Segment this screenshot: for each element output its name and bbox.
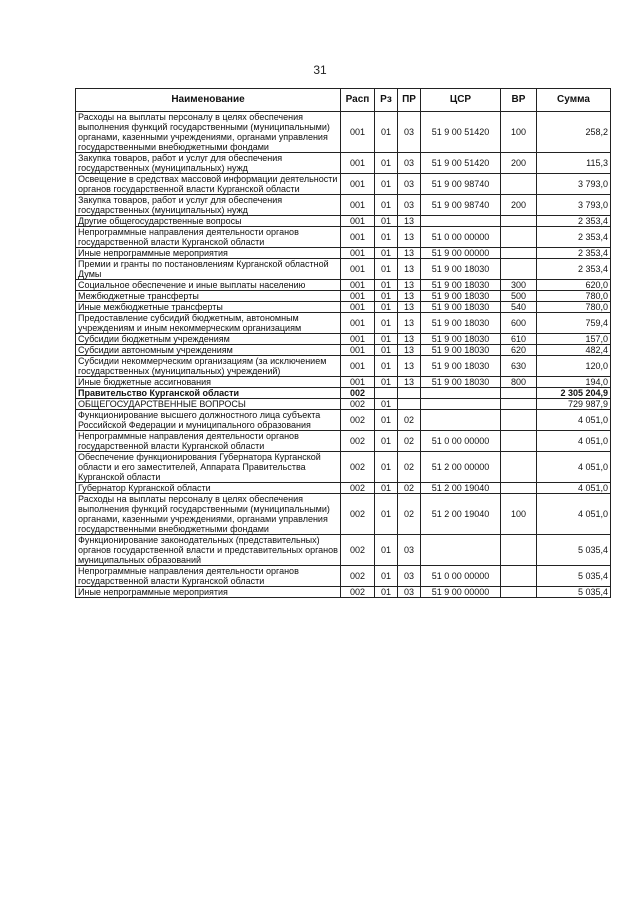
table-row <box>76 174 611 195</box>
cell-sum: 759,4 <box>537 313 611 334</box>
cell-sum: 3 793,0 <box>537 195 611 216</box>
cell-rasp: 001 <box>341 227 375 248</box>
cell-rz: 01 <box>375 216 398 227</box>
cell-rasp: 002 <box>341 535 375 566</box>
cell-csr: 51 9 00 51420 <box>421 153 501 174</box>
cell-sum: 2 353,4 <box>537 248 611 259</box>
cell-csr: 51 9 00 18030 <box>421 345 501 356</box>
header-rasp: Расп <box>341 89 375 112</box>
cell-pr: 13 <box>398 291 421 302</box>
cell-csr: 51 9 00 00000 <box>421 248 501 259</box>
cell-name: Субсидии бюджетным учреждениям <box>76 334 341 345</box>
cell-rz: 01 <box>375 399 398 410</box>
cell-sum: 2 305 204,9 <box>537 388 611 399</box>
cell-rasp: 002 <box>341 399 375 410</box>
cell-name: Премии и гранты по постановлениям Курганской областной Думы <box>76 259 341 280</box>
budget-table <box>75 88 611 598</box>
cell-pr: 13 <box>398 216 421 227</box>
table-header-row <box>76 89 611 112</box>
cell-rasp: 001 <box>341 248 375 259</box>
cell-sum: 4 051,0 <box>537 431 611 452</box>
cell-rasp: 001 <box>341 356 375 377</box>
cell-rz: 01 <box>375 302 398 313</box>
cell-pr: 03 <box>398 153 421 174</box>
cell-name: Непрограммные направления деятельности органов государственной власти Курганской области <box>76 227 341 248</box>
cell-pr: 02 <box>398 452 421 483</box>
cell-rz: 01 <box>375 153 398 174</box>
cell-sum: 5 035,4 <box>537 566 611 587</box>
header-sum: Сумма <box>537 89 611 112</box>
cell-name: Иные непрограммные мероприятия <box>76 587 341 598</box>
cell-pr: 02 <box>398 431 421 452</box>
cell-sum: 482,4 <box>537 345 611 356</box>
cell-rz: 01 <box>375 345 398 356</box>
table-row <box>76 313 611 334</box>
table-row <box>76 377 611 388</box>
cell-csr: 51 9 00 18030 <box>421 280 501 291</box>
cell-pr: 13 <box>398 259 421 280</box>
cell-name: Закупка товаров, работ и услуг для обеспечения государственных (муниципальных) нужд <box>76 153 341 174</box>
cell-name: Освещение в средствах массовой информации деятельности органов государственной власти Курганской области <box>76 174 341 195</box>
table-row <box>76 452 611 483</box>
cell-csr: 51 2 00 19040 <box>421 483 501 494</box>
cell-csr: 51 9 00 18030 <box>421 302 501 313</box>
header-rz: Рз <box>375 89 398 112</box>
cell-rz: 01 <box>375 334 398 345</box>
cell-sum: 4 051,0 <box>537 410 611 431</box>
table-row <box>76 259 611 280</box>
cell-vr <box>501 227 537 248</box>
cell-sum: 620,0 <box>537 280 611 291</box>
cell-csr <box>421 410 501 431</box>
cell-csr: 51 9 00 51420 <box>421 112 501 153</box>
cell-sum: 3 793,0 <box>537 174 611 195</box>
cell-vr <box>501 248 537 259</box>
cell-name: Другие общегосударственные вопросы <box>76 216 341 227</box>
cell-pr: 13 <box>398 377 421 388</box>
cell-vr <box>501 399 537 410</box>
table-row <box>76 345 611 356</box>
cell-rasp: 001 <box>341 153 375 174</box>
cell-sum: 5 035,4 <box>537 587 611 598</box>
cell-sum: 194,0 <box>537 377 611 388</box>
cell-pr: 03 <box>398 566 421 587</box>
cell-vr <box>501 431 537 452</box>
cell-csr: 51 0 00 00000 <box>421 566 501 587</box>
cell-sum: 729 987,9 <box>537 399 611 410</box>
cell-csr: 51 9 00 98740 <box>421 195 501 216</box>
cell-vr <box>501 483 537 494</box>
cell-rasp: 002 <box>341 452 375 483</box>
table-row <box>76 399 611 410</box>
cell-rz: 01 <box>375 452 398 483</box>
cell-sum: 4 051,0 <box>537 483 611 494</box>
cell-rasp: 002 <box>341 410 375 431</box>
cell-rz: 01 <box>375 535 398 566</box>
cell-rasp: 001 <box>341 280 375 291</box>
cell-vr: 540 <box>501 302 537 313</box>
cell-sum: 258,2 <box>537 112 611 153</box>
header-csr: ЦСР <box>421 89 501 112</box>
table-row <box>76 153 611 174</box>
cell-rasp: 001 <box>341 174 375 195</box>
cell-vr: 610 <box>501 334 537 345</box>
cell-rasp: 001 <box>341 302 375 313</box>
table-row <box>76 483 611 494</box>
cell-pr: 13 <box>398 345 421 356</box>
table-row <box>76 216 611 227</box>
cell-rz: 01 <box>375 587 398 598</box>
cell-rasp: 001 <box>341 291 375 302</box>
table-row <box>76 195 611 216</box>
cell-csr: 51 9 00 00000 <box>421 587 501 598</box>
cell-name: Межбюджетные трансферты <box>76 291 341 302</box>
cell-csr: 51 2 00 19040 <box>421 494 501 535</box>
cell-rz: 01 <box>375 566 398 587</box>
cell-rasp: 002 <box>341 431 375 452</box>
cell-csr: 51 9 00 98740 <box>421 174 501 195</box>
cell-pr: 02 <box>398 410 421 431</box>
cell-vr <box>501 410 537 431</box>
table-row <box>76 248 611 259</box>
table-row <box>76 388 611 399</box>
cell-vr: 600 <box>501 313 537 334</box>
cell-pr: 13 <box>398 280 421 291</box>
cell-rz: 01 <box>375 356 398 377</box>
cell-pr: 13 <box>398 334 421 345</box>
cell-csr: 51 2 00 00000 <box>421 452 501 483</box>
cell-csr: 51 9 00 18030 <box>421 313 501 334</box>
cell-pr <box>398 399 421 410</box>
table-row <box>76 302 611 313</box>
cell-rasp: 001 <box>341 313 375 334</box>
cell-csr: 51 9 00 18030 <box>421 291 501 302</box>
page-number: 31 <box>313 63 327 77</box>
cell-pr: 03 <box>398 174 421 195</box>
cell-vr <box>501 259 537 280</box>
cell-rasp: 001 <box>341 377 375 388</box>
cell-pr: 13 <box>398 356 421 377</box>
cell-vr: 500 <box>501 291 537 302</box>
cell-sum: 120,0 <box>537 356 611 377</box>
cell-rasp: 002 <box>341 494 375 535</box>
cell-name: Непрограммные направления деятельности органов государственной власти Курганской области <box>76 431 341 452</box>
cell-pr: 13 <box>398 248 421 259</box>
cell-rz: 01 <box>375 483 398 494</box>
cell-rasp: 001 <box>341 345 375 356</box>
cell-vr <box>501 587 537 598</box>
table-row <box>76 280 611 291</box>
cell-rz: 01 <box>375 431 398 452</box>
cell-name: Иные бюджетные ассигнования <box>76 377 341 388</box>
cell-vr <box>501 452 537 483</box>
table-row <box>76 494 611 535</box>
cell-csr <box>421 216 501 227</box>
cell-pr: 03 <box>398 195 421 216</box>
cell-vr <box>501 174 537 195</box>
cell-csr: 51 9 00 18030 <box>421 334 501 345</box>
cell-csr <box>421 399 501 410</box>
cell-pr: 13 <box>398 302 421 313</box>
cell-vr: 800 <box>501 377 537 388</box>
cell-rz: 01 <box>375 280 398 291</box>
table-body <box>76 112 611 598</box>
cell-name: Непрограммные направления деятельности органов государственной власти Курганской области <box>76 566 341 587</box>
table-row <box>76 566 611 587</box>
cell-rz: 01 <box>375 494 398 535</box>
cell-rz: 01 <box>375 195 398 216</box>
table-row <box>76 431 611 452</box>
cell-name: Социальное обеспечение и иные выплаты населению <box>76 280 341 291</box>
cell-name: Губернатор Курганской области <box>76 483 341 494</box>
cell-rasp: 002 <box>341 483 375 494</box>
cell-rasp: 001 <box>341 195 375 216</box>
cell-sum: 5 035,4 <box>537 535 611 566</box>
cell-vr: 200 <box>501 153 537 174</box>
cell-rz: 01 <box>375 248 398 259</box>
cell-pr: 02 <box>398 483 421 494</box>
cell-rz: 01 <box>375 227 398 248</box>
cell-vr <box>501 388 537 399</box>
table-row <box>76 356 611 377</box>
cell-vr: 200 <box>501 195 537 216</box>
cell-sum: 2 353,4 <box>537 227 611 248</box>
cell-pr <box>398 388 421 399</box>
cell-csr <box>421 388 501 399</box>
cell-rz: 01 <box>375 291 398 302</box>
cell-name: Закупка товаров, работ и услуг для обеспечения государственных (муниципальных) нужд <box>76 195 341 216</box>
cell-rz: 01 <box>375 313 398 334</box>
cell-pr: 03 <box>398 535 421 566</box>
cell-vr <box>501 216 537 227</box>
table-row <box>76 410 611 431</box>
cell-sum: 2 353,4 <box>537 259 611 280</box>
cell-sum: 115,3 <box>537 153 611 174</box>
cell-sum: 4 051,0 <box>537 452 611 483</box>
cell-csr: 51 0 00 00000 <box>421 431 501 452</box>
cell-pr: 13 <box>398 227 421 248</box>
cell-rz: 01 <box>375 410 398 431</box>
cell-csr: 51 9 00 18030 <box>421 356 501 377</box>
cell-pr: 13 <box>398 313 421 334</box>
cell-csr <box>421 535 501 566</box>
cell-name: Субсидии некоммерческим организациям (за исключением государственных (муниципальных) учреждений) <box>76 356 341 377</box>
cell-vr <box>501 535 537 566</box>
table-row <box>76 227 611 248</box>
cell-name: ОБЩЕГОСУДАРСТВЕННЫЕ ВОПРОСЫ <box>76 399 341 410</box>
cell-sum: 157,0 <box>537 334 611 345</box>
cell-sum: 4 051,0 <box>537 494 611 535</box>
cell-rasp: 002 <box>341 566 375 587</box>
cell-vr: 100 <box>501 112 537 153</box>
cell-name: Функционирование законодательных (представительных) органов государственной власти и представительных органов муниципальных образований <box>76 535 341 566</box>
cell-rasp: 002 <box>341 388 375 399</box>
cell-rasp: 001 <box>341 216 375 227</box>
header-vr: ВР <box>501 89 537 112</box>
cell-vr: 620 <box>501 345 537 356</box>
cell-pr: 02 <box>398 494 421 535</box>
cell-pr: 03 <box>398 587 421 598</box>
cell-rasp: 001 <box>341 334 375 345</box>
cell-rz: 01 <box>375 174 398 195</box>
cell-sum: 780,0 <box>537 291 611 302</box>
cell-name: Обеспечение функционирования Губернатора Курганской области и его заместителей, Аппарата Правительства Курганской области <box>76 452 341 483</box>
cell-name: Правительство Курганской области <box>76 388 341 399</box>
cell-name: Субсидии автономным учреждениям <box>76 345 341 356</box>
cell-vr: 100 <box>501 494 537 535</box>
cell-name: Иные межбюджетные трансферты <box>76 302 341 313</box>
cell-name: Расходы на выплаты персоналу в целях обеспечения выполнения функций государственными (муниципальными) органами, казенными учреждениями, органами управления государственными внебюджетными фондами <box>76 494 341 535</box>
cell-name: Предоставление субсидий бюджетным, автономным учреждениям и иным некоммерческим организациям <box>76 313 341 334</box>
cell-rz: 01 <box>375 377 398 388</box>
cell-vr: 630 <box>501 356 537 377</box>
cell-pr: 03 <box>398 112 421 153</box>
cell-csr: 51 9 00 18030 <box>421 377 501 388</box>
cell-vr: 300 <box>501 280 537 291</box>
cell-rz: 01 <box>375 259 398 280</box>
cell-csr: 51 9 00 18030 <box>421 259 501 280</box>
cell-sum: 2 353,4 <box>537 216 611 227</box>
cell-vr <box>501 566 537 587</box>
header-name: Наименование <box>76 89 341 112</box>
cell-name: Функционирование высшего должностного лица субъекта Российской Федерации и муниципального образования <box>76 410 341 431</box>
table-row <box>76 535 611 566</box>
cell-csr: 51 0 00 00000 <box>421 227 501 248</box>
cell-rasp: 001 <box>341 112 375 153</box>
table-row <box>76 112 611 153</box>
header-pr: ПР <box>398 89 421 112</box>
cell-rz: 01 <box>375 112 398 153</box>
cell-rasp: 001 <box>341 259 375 280</box>
cell-rz <box>375 388 398 399</box>
table-row <box>76 334 611 345</box>
cell-name: Расходы на выплаты персоналу в целях обеспечения выполнения функций государственными (муниципальными) органами, казенными учреждениями, органами управления государственными внебюджетными фондами <box>76 112 341 153</box>
cell-name: Иные непрограммные мероприятия <box>76 248 341 259</box>
cell-rasp: 002 <box>341 587 375 598</box>
table-row <box>76 587 611 598</box>
cell-sum: 780,0 <box>537 302 611 313</box>
table-row <box>76 291 611 302</box>
